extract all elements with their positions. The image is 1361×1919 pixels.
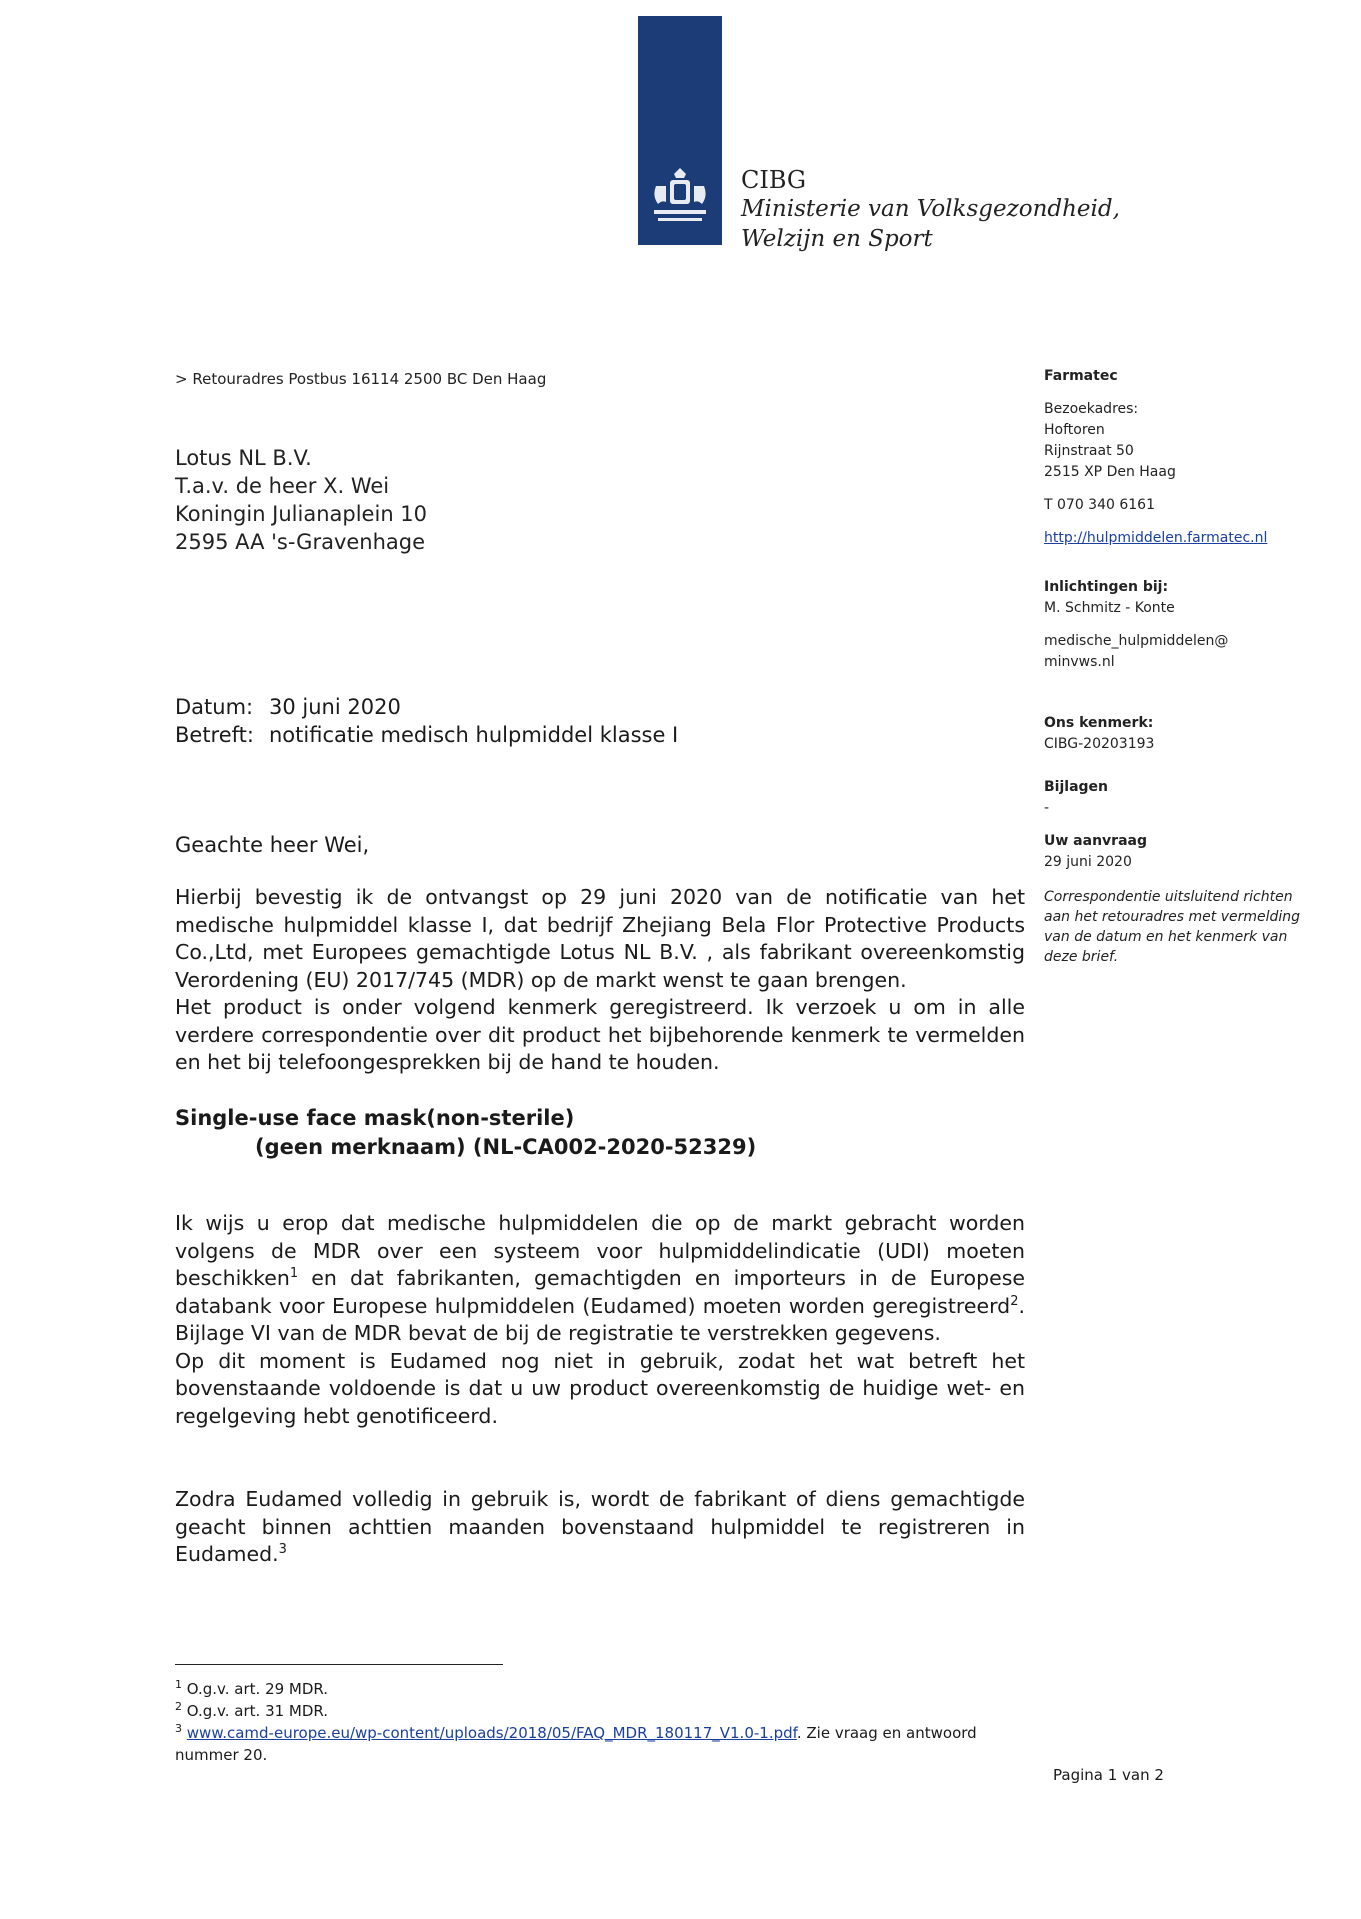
footnote-3 — [175, 1722, 1015, 1766]
visit-line1: Hoftoren — [1044, 422, 1105, 438]
paragraph-registration-text: Het product is onder volgend kenmerk geregistreerd. Ik verzoek u om in alle verdere correspondentie over dit product het bijbehorende kenmerk te vermelden en het bij telefoongesprekken bij de hand te houden. — [175, 995, 1025, 1074]
footnote-1-text: O.g.v. art. 29 MDR. — [186, 1680, 329, 1698]
paragraph-registration — [175, 1486, 1025, 1569]
product-block — [175, 1104, 1025, 1162]
footnote-ref-2: 2 — [1010, 1293, 1019, 1309]
ministry-line1: Ministerie van Volksgezondheid, — [741, 196, 1120, 222]
footnote-2 — [175, 1700, 1015, 1722]
visit-line3: 2515 XP Den Haag — [1044, 464, 1176, 480]
subject-value: notificatie medisch hulpmiddel klasse I — [269, 723, 679, 747]
footnote-3-number: 3 — [175, 1722, 182, 1735]
sidebar — [1044, 366, 1344, 967]
phone: T 070 340 6161 — [1044, 497, 1155, 513]
registration-text: Zodra Eudamed volledig in gebruik is, wordt de fabrikant of diens gemachtigde geacht binnen achttien maanden bovenstaand hulpmiddel te registreren in Eudamed. — [175, 1487, 1025, 1566]
request-value: 29 juni 2020 — [1044, 854, 1132, 870]
paragraph-udi-text — [175, 1210, 1025, 1348]
attach-value: - — [1044, 800, 1050, 816]
info-label: Inlichtingen bij: — [1044, 579, 1169, 595]
udi-text-c: . Bijlage VI van de MDR bevat de bij de registratie te verstrekken gegevens. — [175, 1293, 1025, 1345]
email-line1: medische_hulpmiddelen@ — [1044, 633, 1229, 649]
footnote-1-number: 1 — [175, 1678, 182, 1691]
correspondence-note: Correspondentie uitsluitend richten aan het retouradres met vermelding van de datum en het kenmerk van deze brief. — [1044, 889, 1301, 965]
page-number: Pagina 1 van 2 — [1053, 1766, 1164, 1784]
recipient-block — [175, 444, 427, 556]
paragraph-confirmation-text: Hierbij bevestig ik de ontvangst op 29 juni 2020 van de notificatie van het medische hulpmiddel klasse I, dat bedrijf Zhejiang Bela Flor Protective Products Co.,Ltd, met Europees gemachtigde Lotus NL B.V. , als fabrikant overeenkomstig Verordening (EU) 2017/745 (MDR) op de markt wenst te gaan brengen. — [175, 885, 1025, 992]
date-value: 30 juni 2020 — [269, 695, 401, 719]
date-label: Datum: — [175, 695, 254, 719]
subject-label: Betreft: — [175, 723, 254, 747]
udi-text-b: en dat fabrikanten, gemachtigden en importeurs in de Europese databank voor Europese hulpmiddelen (Eudamed) moeten worden geregistreerd — [175, 1266, 1025, 1318]
return-address: > Retouradres Postbus 16114 2500 BC Den Haag — [175, 370, 547, 388]
ministry-line2: Welzijn en Sport — [741, 226, 933, 252]
footnote-3-link[interactable]: www.camd-europe.eu/wp-content/uploads/2018/05/FAQ_MDR_180117_V1.0-1.pdf — [186, 1724, 797, 1742]
footnote-1 — [175, 1678, 1015, 1700]
product-reference: (geen merknaam) (NL-CA002-2020-52329) — [255, 1135, 757, 1159]
footnotes — [175, 1678, 1015, 1766]
recipient-city: 2595 AA 's-Gravenhage — [175, 530, 426, 554]
salutation: Geachte heer Wei, — [175, 833, 370, 857]
email-line2: minvws.nl — [1044, 654, 1115, 670]
paragraph-udi — [175, 1210, 1025, 1430]
ref-value: CIBG-20203193 — [1044, 736, 1155, 752]
ref-label: Ons kenmerk: — [1044, 715, 1154, 731]
coat-of-arms-icon — [644, 166, 716, 230]
udi-text-a: Ik wijs u erop dat medische hulpmiddelen die op de markt gebracht worden volgens de MDR over een systeem voor hulpmiddelindicatie (UDI) moeten beschikken — [175, 1211, 1025, 1290]
footnote-ref-1: 1 — [289, 1266, 299, 1282]
website-link[interactable]: http://hulpmiddelen.farmatec.nl — [1044, 530, 1268, 546]
dept-name: Farmatec — [1044, 368, 1118, 384]
logo-text — [741, 166, 1120, 254]
footnote-divider — [175, 1664, 503, 1665]
product-name: Single-use face mask(non-sterile) — [175, 1106, 575, 1130]
org-name: CIBG — [741, 166, 807, 194]
attach-label: Bijlagen — [1044, 779, 1108, 795]
visit-line2: Rijnstraat 50 — [1044, 443, 1134, 459]
paragraph-confirmation — [175, 884, 1025, 1077]
visit-label: Bezoekadres: — [1044, 401, 1139, 417]
logo-bar — [638, 16, 722, 245]
recipient-company: Lotus NL B.V. — [175, 446, 312, 470]
footnote-3-text: . Zie vraag en antwoord nummer 20. — [175, 1724, 977, 1764]
footnote-2-text: O.g.v. art. 31 MDR. — [186, 1702, 329, 1720]
info-name: M. Schmitz - Konte — [1044, 600, 1175, 616]
recipient-street: Koningin Julianaplein 10 — [175, 502, 428, 526]
letter-meta — [175, 693, 678, 749]
footnote-2-number: 2 — [175, 1700, 182, 1713]
footnote-ref-3: 3 — [278, 1542, 287, 1558]
paragraph-eudamed-text: Op dit moment is Eudamed nog niet in gebruik, zodat het wat betreft het bovenstaande voldoende is dat u uw product overeenkomstig de huidige wet- en regelgeving hebt genotificeerd. — [175, 1348, 1025, 1428]
request-label: Uw aanvraag — [1044, 833, 1147, 849]
recipient-attention: T.a.v. de heer X. Wei — [175, 474, 390, 498]
